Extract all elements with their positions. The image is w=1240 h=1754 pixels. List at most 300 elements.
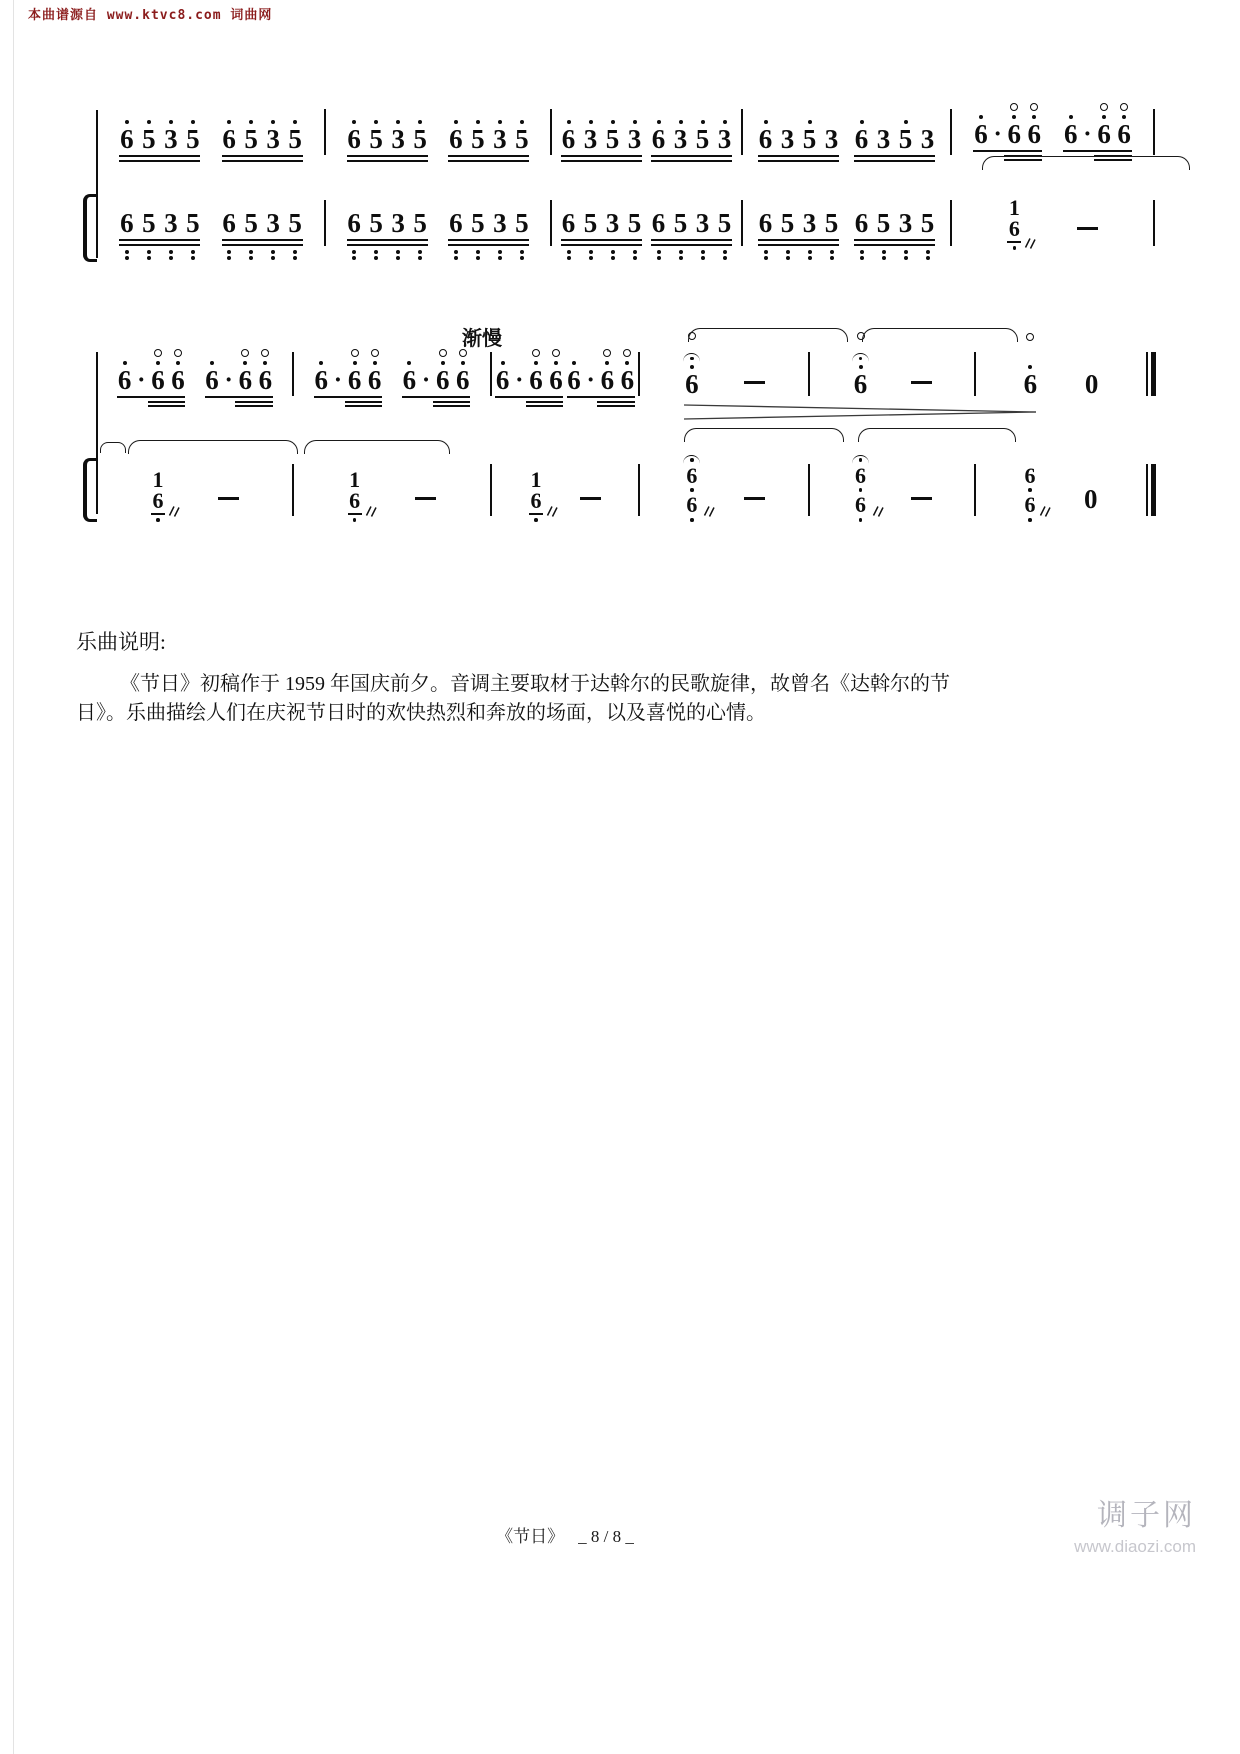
low-octave-dots <box>347 250 428 261</box>
dot-separator: · <box>333 367 343 394</box>
duration-dash <box>580 497 601 500</box>
harmonic-circle-icon <box>623 349 631 357</box>
note-digit: 3 <box>164 207 178 238</box>
note <box>627 207 642 238</box>
note-digit: 6 <box>449 124 463 155</box>
description-line: 日》。乐曲描绘人们在庆祝节日时的欢快热烈和奔放的场面，以及喜悦的心情。 <box>76 702 766 724</box>
measure <box>98 312 292 408</box>
octave-dot <box>147 250 151 254</box>
note-row <box>973 103 1041 147</box>
dot-separator: · <box>993 121 1002 148</box>
beam <box>973 150 1041 152</box>
dotted-rhythm-group <box>1063 103 1131 162</box>
note <box>492 118 507 155</box>
note-digit: 6 <box>853 369 868 399</box>
watermark-site-url: www.diaozi.com <box>1074 1537 1196 1556</box>
note <box>1063 113 1078 147</box>
note <box>758 207 773 238</box>
note-digit: 6 <box>854 124 869 155</box>
tie-arc-continuation <box>100 442 126 453</box>
note <box>137 369 145 393</box>
octave-dot <box>147 256 151 260</box>
note-row <box>402 349 470 393</box>
note <box>141 118 156 155</box>
note <box>367 349 382 393</box>
sixteenth-group <box>347 118 428 162</box>
note <box>314 359 329 393</box>
note-digit: 6 <box>222 207 236 238</box>
note-digit: 6 <box>222 124 236 155</box>
note <box>605 118 620 155</box>
beam <box>567 396 635 398</box>
sixteenth-group <box>448 118 529 162</box>
note <box>824 124 839 155</box>
sixteenth-group <box>854 207 935 260</box>
sixteenth-group <box>758 118 839 162</box>
beam <box>448 244 529 246</box>
note-digit: 3 <box>802 207 817 238</box>
beam <box>597 405 635 407</box>
dot-separator: · <box>421 367 431 394</box>
beam <box>854 239 935 241</box>
note-row <box>347 118 428 155</box>
octave-dot <box>764 250 768 254</box>
note-digit: 3 <box>266 124 280 155</box>
octave-dot <box>723 250 727 254</box>
beam-lines <box>651 239 732 246</box>
watermark-site-name: 调子网 <box>1097 1499 1196 1532</box>
note <box>225 369 233 393</box>
note <box>605 207 620 238</box>
dotted-rhythm-group <box>567 349 635 408</box>
low-octave-dots <box>222 250 303 261</box>
note-digit: 6 <box>1023 369 1038 399</box>
octave-dot <box>498 256 502 260</box>
note <box>185 207 200 238</box>
note <box>587 369 595 393</box>
page-footer <box>0 1522 1130 1547</box>
note-digit: 3 <box>493 207 507 238</box>
note-digit: 6 <box>1007 119 1022 149</box>
dot-separator: · <box>586 367 595 394</box>
beam-lines <box>758 239 839 246</box>
note-row <box>222 118 303 155</box>
octave-dot <box>808 250 812 254</box>
octave-dot-cell <box>920 250 935 261</box>
beam <box>1063 150 1131 152</box>
harmonic-circle-icon <box>459 349 467 357</box>
note-digit: 6 <box>974 119 988 149</box>
note <box>600 349 615 393</box>
final-barline <box>1153 109 1155 155</box>
measure <box>294 452 490 528</box>
tremolo-icon <box>1024 236 1037 248</box>
octave-dot-cell <box>492 250 507 261</box>
note <box>1027 103 1042 147</box>
chord-top-digit: 1 <box>349 467 361 493</box>
note <box>876 207 891 238</box>
tie-dot-mark <box>683 455 700 464</box>
octave-dot-cell <box>288 250 303 261</box>
note <box>150 349 165 393</box>
octave-dot <box>418 256 422 260</box>
octave-dot <box>679 256 683 260</box>
dot-separator: · <box>1083 121 1092 148</box>
octave-dot <box>701 250 705 254</box>
beam-lines <box>119 239 200 246</box>
note <box>238 349 253 393</box>
octave-dot <box>633 250 637 254</box>
measure <box>98 186 324 260</box>
dot-separator: · <box>137 367 146 394</box>
octave-dot <box>904 250 908 254</box>
note-digit: 6 <box>117 365 132 395</box>
tie-arc <box>128 440 298 454</box>
final-barline <box>1153 200 1155 246</box>
beam <box>854 155 935 157</box>
note <box>514 207 529 238</box>
note-row <box>347 207 428 238</box>
chord-bottom-digit: 6 <box>530 488 542 514</box>
note-row <box>854 118 935 155</box>
octave-dot <box>227 250 231 254</box>
note <box>422 369 430 393</box>
note-digit: 5 <box>717 207 732 238</box>
octave-dot <box>860 250 864 254</box>
duration-line <box>529 513 543 515</box>
tie-arc <box>862 328 1018 342</box>
note-row <box>222 207 303 238</box>
octave-dot <box>374 256 378 260</box>
note <box>854 207 869 238</box>
sixteenth-group <box>651 118 732 162</box>
octave-dot <box>352 256 356 260</box>
chord-top-digit: 1 <box>1008 195 1020 221</box>
note <box>119 118 134 155</box>
measure <box>98 96 324 162</box>
note-digit: 6 <box>758 207 773 238</box>
beam <box>651 160 732 162</box>
note <box>141 207 156 238</box>
octave-dot <box>859 518 863 522</box>
note-digit: 3 <box>627 124 642 155</box>
beam-lines <box>495 396 563 408</box>
octave-dot <box>125 256 129 260</box>
beam <box>222 160 303 162</box>
chord <box>151 469 165 528</box>
note-row <box>758 118 839 155</box>
sixteenth-group <box>347 207 428 260</box>
octave-dot <box>657 250 661 254</box>
note <box>651 118 666 155</box>
note-digit: 6 <box>120 207 134 238</box>
note <box>627 118 642 155</box>
note-digit: 5 <box>413 124 427 155</box>
tie-dot-mark <box>852 455 869 464</box>
chord-bottom-digit: 6 <box>349 488 361 514</box>
note-digit: 6 <box>347 124 361 155</box>
low-octave-dots <box>119 250 200 261</box>
measure <box>492 312 638 408</box>
note-digit: 5 <box>471 207 485 238</box>
footer-title: 《节日》 <box>496 1527 565 1546</box>
octave-dot-cell <box>347 250 362 261</box>
note <box>288 118 303 155</box>
measure <box>552 96 741 162</box>
measure <box>640 452 808 528</box>
note <box>244 207 259 238</box>
octave-dot <box>882 250 886 254</box>
duration-line <box>151 513 165 515</box>
note-row <box>119 207 200 238</box>
note-digit: 6 <box>238 365 253 395</box>
note <box>119 207 134 238</box>
octave-dot-cell <box>470 250 485 261</box>
measure <box>492 452 638 528</box>
note <box>1083 123 1091 147</box>
octave-dot <box>227 256 231 260</box>
long-note <box>1024 333 1038 408</box>
note <box>470 118 485 155</box>
note <box>695 118 710 155</box>
note <box>347 207 362 238</box>
note <box>514 118 529 155</box>
note-digit: 5 <box>605 124 620 155</box>
beam <box>347 160 428 162</box>
chord-top-digit: 1 <box>530 467 542 493</box>
note <box>717 207 732 238</box>
note-digit: 6 <box>314 365 329 395</box>
chord <box>1007 197 1021 260</box>
sixteenth-group <box>222 207 303 260</box>
note-digit: 5 <box>515 207 529 238</box>
dot-separator: · <box>224 367 233 394</box>
note <box>920 207 935 238</box>
note-digit: 6 <box>651 207 666 238</box>
octave-dot <box>926 250 930 254</box>
system-2-upper-staff <box>98 312 1156 408</box>
beam-lines <box>561 239 642 246</box>
tremolo-icon <box>365 504 378 516</box>
harmonic-circle-icon <box>1010 103 1018 111</box>
beam <box>235 405 273 407</box>
octave-dot <box>249 250 253 254</box>
note-digit: 5 <box>186 207 200 238</box>
measure <box>743 96 950 162</box>
tie-arc <box>688 328 848 342</box>
beam <box>758 160 839 162</box>
beam <box>495 396 563 398</box>
octave-dot <box>830 256 834 260</box>
low-octave-dots <box>448 250 529 261</box>
note-digit: 5 <box>142 207 156 238</box>
note <box>993 123 1001 147</box>
beam <box>758 239 839 241</box>
note-digit: 5 <box>515 124 529 155</box>
note <box>244 118 259 155</box>
measure <box>640 312 808 408</box>
harmonic-circle-icon <box>174 349 182 357</box>
chord-top-digit: 1 <box>152 467 164 493</box>
duration-line <box>348 513 362 515</box>
octave-dot <box>690 518 694 522</box>
beam <box>347 239 428 241</box>
octave-dot-cell <box>391 250 406 261</box>
source-note: 本曲谱源自 www.ktvc8.com 词曲网 <box>28 8 273 23</box>
octave-dot-cell <box>561 250 576 261</box>
octave-dot <box>396 250 400 254</box>
beam <box>119 244 200 246</box>
note <box>561 118 576 155</box>
note-digit: 6 <box>685 369 699 399</box>
beam-lines <box>222 155 303 162</box>
octave-dot-cell <box>514 250 529 261</box>
note <box>266 207 281 238</box>
octave-dot-cell <box>651 250 666 261</box>
beam <box>448 239 529 241</box>
octave-dot-cell <box>695 250 710 261</box>
note <box>413 207 428 238</box>
note <box>898 118 913 155</box>
note-row <box>314 349 382 393</box>
chord <box>529 469 543 528</box>
harmonic-circle-icon <box>1030 103 1038 111</box>
note <box>567 359 582 393</box>
note <box>561 207 576 238</box>
note <box>854 118 869 155</box>
octave-dot <box>293 250 297 254</box>
note-digit: 5 <box>471 124 485 155</box>
octave-dot-cell <box>369 250 384 261</box>
note-digit: 6 <box>549 365 563 395</box>
beam-lines <box>448 239 529 246</box>
measure <box>552 186 741 260</box>
barline-thin <box>1146 352 1148 396</box>
octave-dot <box>374 250 378 254</box>
tie-arc <box>982 156 1190 170</box>
sixteenth-group <box>561 118 642 162</box>
octave-dot-cell <box>854 250 869 261</box>
octave-dot <box>352 250 356 254</box>
octave-dot <box>567 250 571 254</box>
octave-dot <box>1028 488 1032 492</box>
harmonic-circle-icon <box>261 349 269 357</box>
note-digit: 6 <box>367 365 382 395</box>
beam <box>526 401 564 403</box>
note-digit: 6 <box>854 207 869 238</box>
octave-dot <box>454 250 458 254</box>
octave-dot <box>808 256 812 260</box>
octave-dot <box>882 256 886 260</box>
octave-dot <box>589 256 593 260</box>
note <box>673 118 688 155</box>
octave-dot <box>723 256 727 260</box>
note-digit: 5 <box>142 124 156 155</box>
note <box>347 118 362 155</box>
note-digit: 3 <box>673 124 688 155</box>
octave-dot-cell <box>583 250 598 261</box>
measure <box>810 452 974 528</box>
octave-dot <box>860 256 864 260</box>
octave-dot-cell <box>266 250 281 261</box>
harmonic-circle-icon <box>154 349 162 357</box>
beam <box>148 405 186 407</box>
note-digit: 6 <box>205 365 219 395</box>
beam <box>854 244 935 246</box>
note-digit: 3 <box>920 124 935 155</box>
octave-dot <box>1013 246 1017 250</box>
note-row <box>117 349 185 393</box>
note-digit: 6 <box>561 207 576 238</box>
note-digit: 6 <box>1117 119 1131 149</box>
final-double-barline <box>1146 352 1156 408</box>
measure <box>326 96 550 162</box>
note-row <box>495 349 563 393</box>
note-digit: 5 <box>920 207 935 238</box>
octave-dot <box>830 250 834 254</box>
system-1-lower-staff <box>98 186 1155 260</box>
note-digit: 5 <box>802 124 817 155</box>
octave-dot <box>125 250 129 254</box>
beam <box>347 244 428 246</box>
octave-dot <box>169 256 173 260</box>
note <box>802 118 817 155</box>
note-digit: 6 <box>529 365 543 395</box>
beam <box>345 401 383 403</box>
beam <box>561 160 642 162</box>
beam <box>651 239 732 241</box>
dotted-rhythm-group <box>495 349 563 408</box>
beam <box>561 244 642 246</box>
note <box>1097 103 1112 147</box>
chord-top-digit: 6 <box>855 462 866 488</box>
note <box>185 118 200 155</box>
octave-dot <box>589 250 593 254</box>
note-digit: 3 <box>391 207 405 238</box>
note <box>824 207 839 238</box>
beam-lines <box>402 396 470 408</box>
note <box>448 207 463 238</box>
dotted-rhythm-group <box>402 349 470 408</box>
note-digit: 5 <box>369 207 383 238</box>
note-digit: 6 <box>561 124 576 155</box>
note-digit: 3 <box>266 207 280 238</box>
note-digit: 6 <box>347 365 362 395</box>
note-digit: 3 <box>898 207 913 238</box>
octave-dot-cell <box>824 250 839 261</box>
octave-dot-cell <box>802 250 817 261</box>
octave-dot <box>611 256 615 260</box>
dotted-rhythm-group <box>205 349 273 408</box>
octave-dot <box>567 256 571 260</box>
octave-dot <box>454 256 458 260</box>
note-digit: 5 <box>673 207 688 238</box>
measure <box>326 186 550 260</box>
tie-dot-mark <box>852 353 869 362</box>
note <box>802 207 817 238</box>
note-digit: 3 <box>876 124 891 155</box>
harmonic-circle-icon <box>1100 103 1108 111</box>
beam <box>448 160 529 162</box>
tie-dot-mark <box>683 353 700 362</box>
chord-bottom-digit: 6 <box>855 492 866 518</box>
octave-dot <box>786 250 790 254</box>
beam <box>597 401 635 403</box>
scan-edge-line <box>13 0 14 1754</box>
long-note <box>683 332 700 408</box>
beam <box>222 244 303 246</box>
note-digit: 6 <box>495 365 510 395</box>
